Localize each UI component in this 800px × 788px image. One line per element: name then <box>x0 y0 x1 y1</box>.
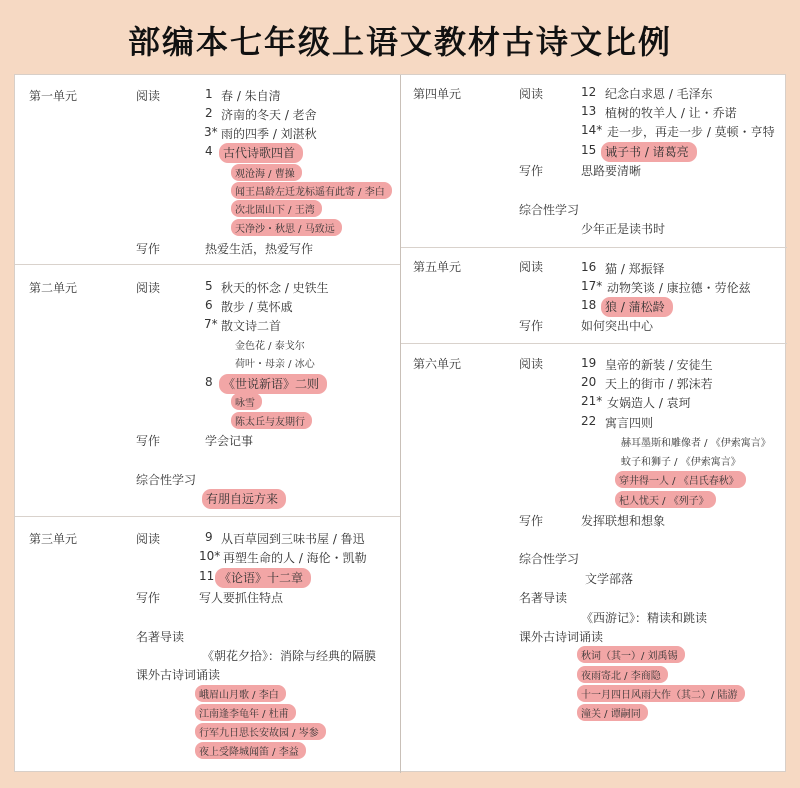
lesson-number: 19 <box>581 356 597 370</box>
unit-separator <box>401 343 787 344</box>
lesson-title: 济南的冬天 / 老舍 <box>221 108 317 122</box>
lesson-title: 秋天的怀念 / 史铁生 <box>221 281 329 295</box>
lesson-title: 雨的四季 / 刘湛秋 <box>221 127 317 141</box>
unit-5-label: 第五单元 <box>413 260 462 274</box>
unit-4-writing-label: 写作 <box>519 164 544 178</box>
unit-6-reading-label: 阅读 <box>519 357 544 371</box>
highlighted-poem: 咏雪 <box>231 393 262 410</box>
lesson-title: 走一步，再走一步 / 莫顿・亨特 <box>607 125 775 139</box>
lesson-number: 6 <box>205 298 213 312</box>
highlighted-classical-lesson: 古代诗歌四首 <box>219 143 303 163</box>
lesson-number: 22 <box>581 414 597 428</box>
lesson-title: 散文诗二首 <box>221 319 282 333</box>
unit-4-reading-label: 阅读 <box>519 87 544 101</box>
unit-3-extra-label: 课外古诗词诵读 <box>136 668 221 682</box>
unit-5-reading-label: 阅读 <box>519 260 544 274</box>
lesson-title: 寓言四则 <box>605 416 654 430</box>
highlighted-poem: 峨眉山月歌 / 李白 <box>195 685 286 702</box>
highlighted-poem: 潼关 / 谭嗣同 <box>577 704 648 721</box>
unit-1-writing-topic: 热爱生活，热爱写作 <box>205 242 314 256</box>
lesson-number: 21* <box>581 394 603 408</box>
lesson-title: 皇帝的新装 / 安徒生 <box>605 358 713 372</box>
lesson-number: 10* <box>199 549 221 563</box>
unit-3-writing-label: 写作 <box>136 591 161 605</box>
highlighted-poem: 夜上受降城闻笛 / 李益 <box>195 742 306 759</box>
lesson-number: 7* <box>204 317 218 331</box>
highlighted-poem: 行军九日思长安故园 / 岑参 <box>195 723 326 740</box>
lesson-number: 1 <box>205 87 213 101</box>
unit-4-label: 第四单元 <box>413 87 462 101</box>
lesson-title: 再塑生命的人 / 海伦・凯勒 <box>223 551 367 565</box>
page-title: 部编本七年级上语文教材古诗文比例 <box>127 23 672 61</box>
lesson-title: 从百草园到三味书屋 / 鲁迅 <box>221 532 365 546</box>
unit-6-extra-label: 课外古诗词诵读 <box>519 630 604 644</box>
lesson-title: 猫 / 郑振铎 <box>605 262 665 276</box>
poem-title: 荷叶・母亲 / 冰心 <box>235 359 315 370</box>
highlighted-poem: 天净沙・秋思 / 马致远 <box>231 219 342 236</box>
lesson-number: 2 <box>205 106 213 120</box>
lesson-number: 12 <box>581 85 597 99</box>
highlighted-poem: 秋词（其一）/ 刘禹锡 <box>577 646 685 663</box>
unit-6-activity-label: 综合性学习 <box>519 552 580 566</box>
unit-3-writing-topic: 写人要抓住特点 <box>199 591 284 605</box>
highlighted-poem: 夜雨寄北 / 李商隐 <box>577 666 668 683</box>
lesson-number: 16 <box>581 260 597 274</box>
highlighted-poem: 江南逢李龟年 / 杜甫 <box>195 704 296 721</box>
unit-3-classic-text: 《朝花夕拾》：消除与经典的隔膜 <box>202 649 377 663</box>
lesson-number: 11 <box>199 569 215 583</box>
lesson-number: 15 <box>581 143 597 157</box>
unit-3-label: 第三单元 <box>29 532 78 546</box>
highlighted-poem: 次北固山下 / 王湾 <box>231 200 322 217</box>
lesson-title: 春 / 朱自清 <box>221 89 281 103</box>
lesson-title: 天上的街市 / 郭沫若 <box>605 377 713 391</box>
unit-2-activity-label: 综合性学习 <box>136 473 197 487</box>
lesson-number: 8 <box>205 375 213 389</box>
highlighted-classical-lesson: 诫子书 / 诸葛亮 <box>601 142 697 162</box>
highlighted-classical-lesson: 狼 / 蒲松龄 <box>601 297 673 317</box>
unit-separator <box>401 247 787 248</box>
lesson-number: 5 <box>205 279 213 293</box>
column-divider <box>400 75 401 773</box>
highlighted-classical-lesson: 《论语》十二章 <box>215 568 311 588</box>
unit-6-label: 第六单元 <box>413 357 462 371</box>
unit-6-writing-topic: 发挥联想和想象 <box>581 514 666 528</box>
unit-6-writing-label: 写作 <box>519 514 544 528</box>
lesson-number: 9 <box>205 530 213 544</box>
unit-2-reading-label: 阅读 <box>136 281 161 295</box>
unit-6-activity-topic: 文学部落 <box>585 572 634 586</box>
lesson-title: 女娲造人 / 袁珂 <box>607 396 691 410</box>
unit-2-writing-label: 写作 <box>136 434 161 448</box>
unit-1-writing-label: 写作 <box>136 242 161 256</box>
unit-4-writing-topic: 思路要清晰 <box>581 164 642 178</box>
fable-title: 蚊子和狮子 / 《伊索寓言》 <box>621 457 741 468</box>
textbook-contents <box>14 74 786 772</box>
unit-separator <box>15 516 400 517</box>
unit-1-label: 第一单元 <box>29 89 78 103</box>
unit-6-classic-label: 名著导读 <box>519 591 568 605</box>
unit-2-label: 第二单元 <box>29 281 78 295</box>
lesson-number: 17* <box>581 279 603 293</box>
unit-6-classic-text: 《西游记》：精读和跳读 <box>581 611 708 625</box>
unit-3-reading-label: 阅读 <box>136 532 161 546</box>
highlighted-poem: 十一月四日风雨大作（其二）/ 陆游 <box>577 685 745 702</box>
lesson-title: 植树的牧羊人 / 让・乔诺 <box>605 106 737 120</box>
unit-1-reading-label: 阅读 <box>136 89 161 103</box>
lesson-title: 动物笑谈 / 康拉德・劳伦兹 <box>607 281 751 295</box>
lesson-number: 13 <box>581 104 597 118</box>
highlighted-poem: 陈太丘与友期行 <box>231 412 312 429</box>
unit-separator <box>15 264 400 265</box>
fable-title: 赫耳墨斯和雕像者 / 《伊索寓言》 <box>621 438 771 449</box>
unit-4-activity-label: 综合性学习 <box>519 203 580 217</box>
unit-4-activity-topic: 少年正是读书时 <box>581 222 666 236</box>
highlighted-fable: 穿井得一人 / 《吕氏春秋》 <box>615 471 746 488</box>
lesson-title: 纪念白求恩 / 毛泽东 <box>605 87 713 101</box>
highlighted-activity: 有朋自远方来 <box>202 489 286 509</box>
lesson-title: 散步 / 莫怀戚 <box>221 300 293 314</box>
highlighted-fable: 杞人忧天 / 《列子》 <box>615 491 716 508</box>
highlighted-poem: 观沧海 / 曹操 <box>231 164 302 181</box>
unit-2-writing-topic: 学会记事 <box>205 434 254 448</box>
lesson-number: 4 <box>205 144 213 158</box>
unit-5-writing-topic: 如何突出中心 <box>581 319 654 333</box>
lesson-number: 3* <box>204 125 218 139</box>
unit-5-writing-label: 写作 <box>519 319 544 333</box>
poem-title: 金色花 / 泰戈尔 <box>235 341 305 352</box>
lesson-number: 14* <box>581 123 603 137</box>
highlighted-poem: 闻王昌龄左迁龙标遥有此寄 / 李白 <box>231 182 392 199</box>
lesson-number: 18 <box>581 298 597 312</box>
highlighted-classical-lesson: 《世说新语》二则 <box>219 374 327 394</box>
unit-3-classic-label: 名著导读 <box>136 630 185 644</box>
lesson-number: 20 <box>581 375 597 389</box>
